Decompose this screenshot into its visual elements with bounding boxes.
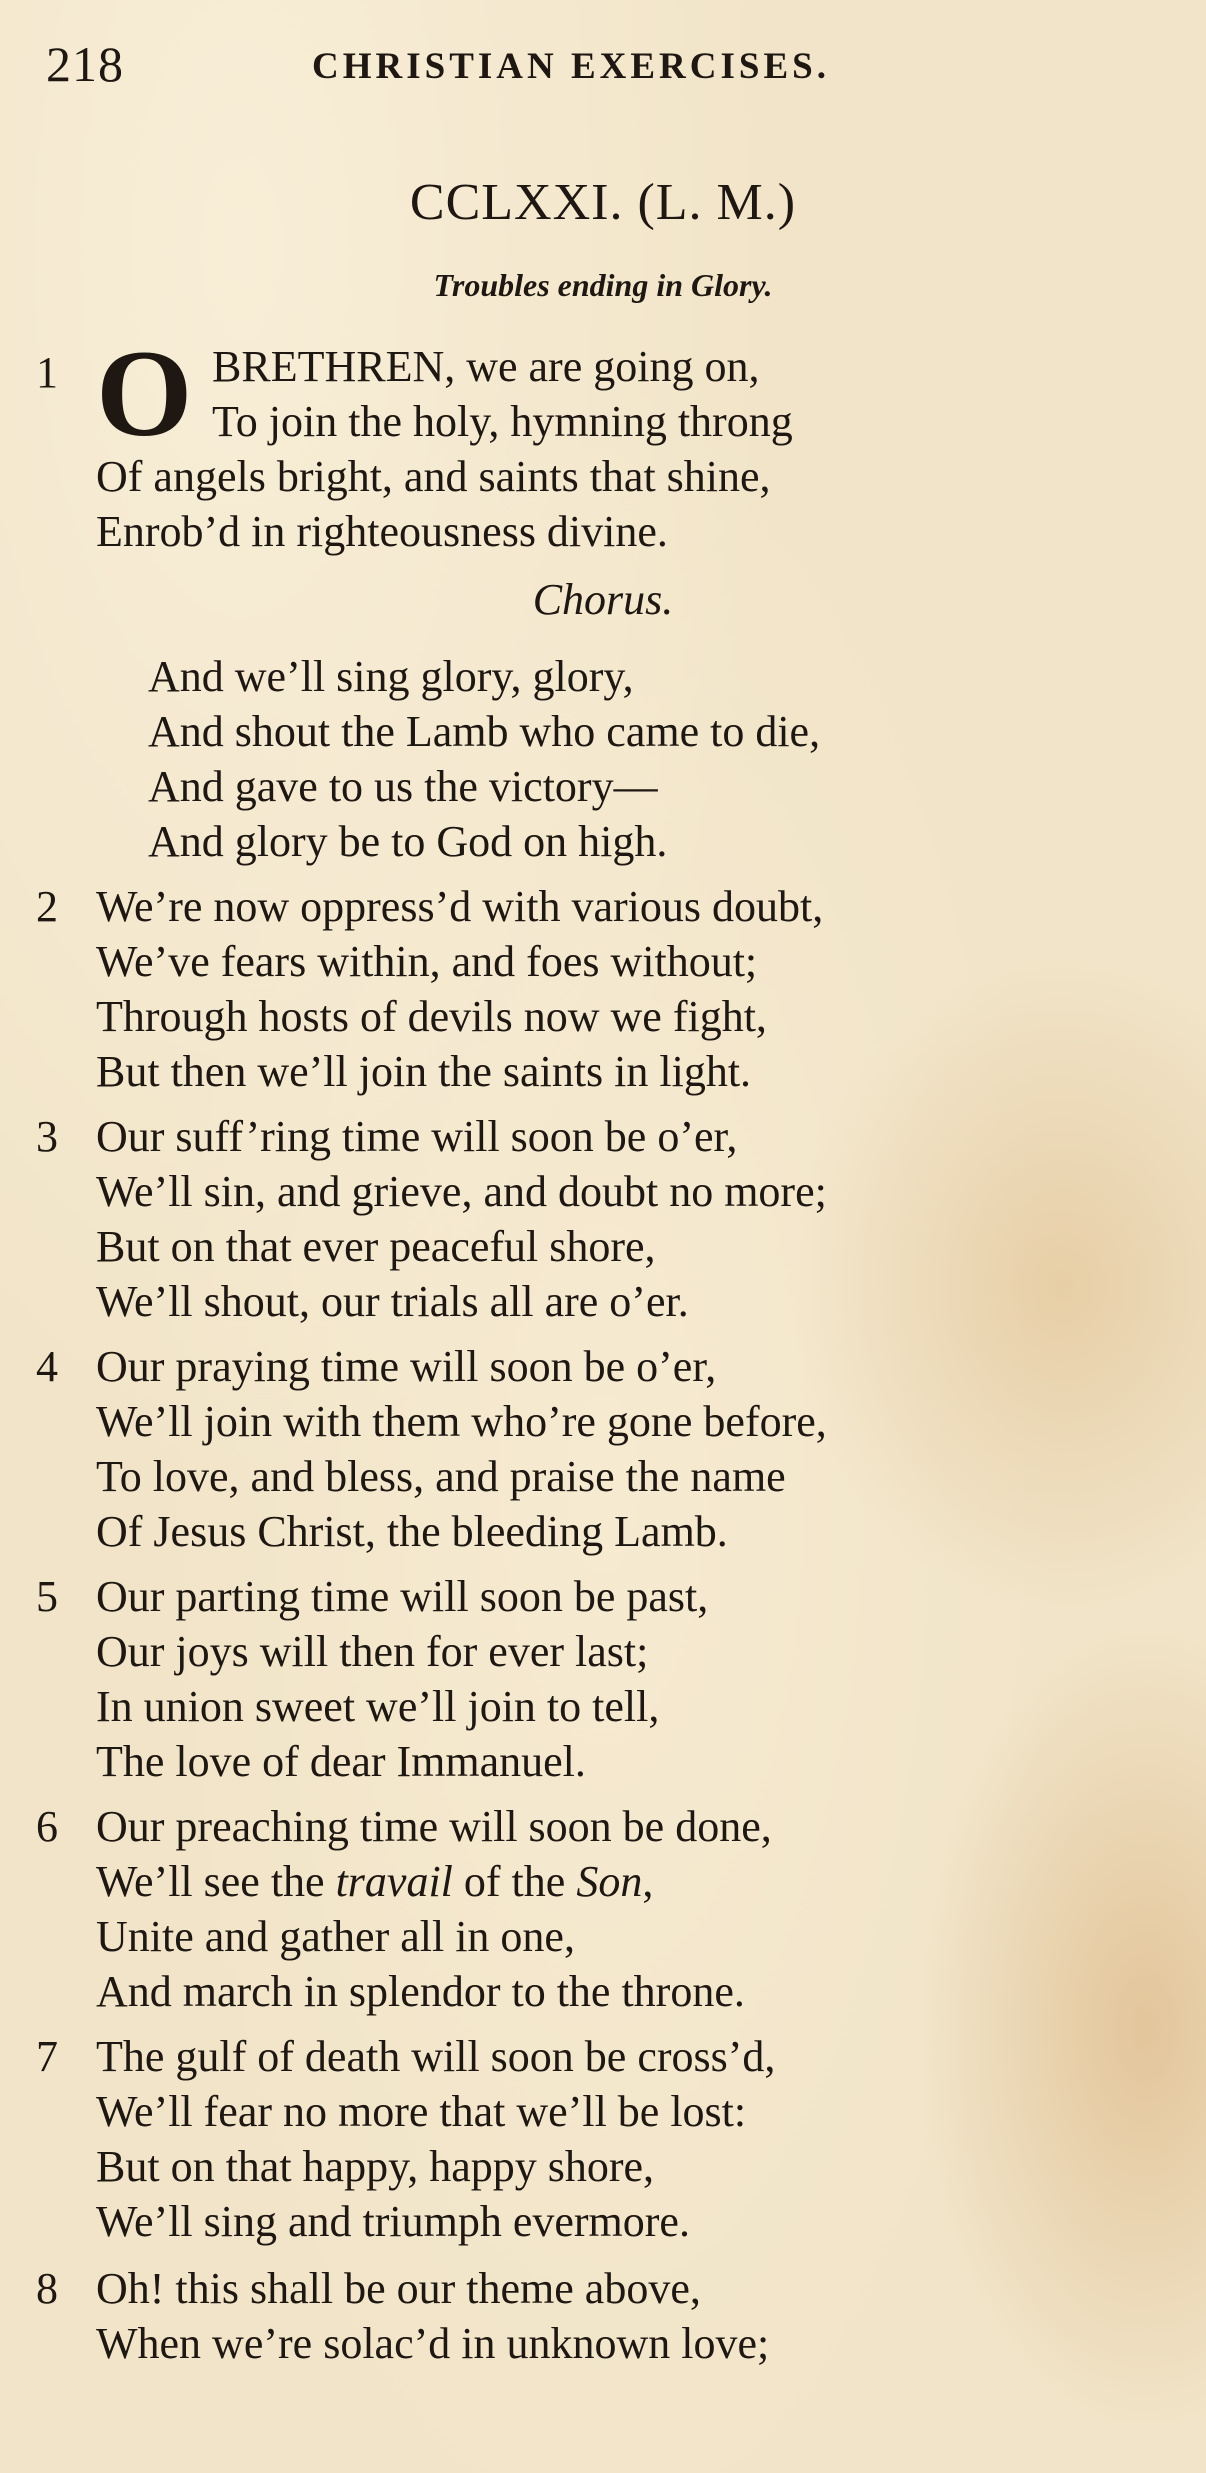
verse-line: The gulf of death will soon be cross’d, (96, 2032, 776, 2081)
chorus-line: And we’ll sing glory, glory, (148, 652, 634, 701)
running-title: CHRISTIAN EXERCISES. (312, 46, 830, 87)
hymn-subtitle: Troubles ending in Glory. (433, 267, 773, 303)
verse-line: Enrob’d in righteousness divine. (96, 507, 668, 556)
hymn-number: CCLXXI. (L. M.) (409, 174, 797, 231)
verse-number: 4 (36, 1342, 58, 1391)
verse-number: 6 (36, 1802, 58, 1851)
verse-line: We’ll fear no more that we’ll be lost: (96, 2087, 747, 2136)
verse-line: We’ve fears within, and foes without; (96, 937, 758, 986)
verse-line: We’ll sing and triumph evermore. (96, 2197, 690, 2246)
chorus-line: And glory be to God on high. (148, 817, 668, 866)
verse-line: In union sweet we’ll join to tell, (96, 1682, 660, 1731)
verse-number: 3 (36, 1112, 58, 1161)
verse-line: But on that ever peaceful shore, (96, 1222, 656, 1271)
verse-line: Our parting time will soon be past, (96, 1572, 709, 1621)
verse-line (96, 1855, 653, 1909)
verse-number: 2 (36, 882, 58, 931)
verse-line: Our preaching time will soon be done, (96, 1802, 772, 1851)
verse-number: 1 (36, 348, 58, 397)
verse-text: We’ll see the (96, 1857, 336, 1906)
chorus-label: Chorus. (532, 575, 674, 624)
italic-word: Son (576, 1857, 643, 1906)
verse-line: Our praying time will soon be o’er, (96, 1342, 717, 1391)
verse-line: Through hosts of devils now we fight, (96, 992, 767, 1041)
verse-number: 8 (36, 2264, 58, 2313)
verse-line: To love, and bless, and praise the name (96, 1452, 786, 1501)
verse-line: To join the holy, hymning throng (212, 397, 793, 446)
verse-line: And march in splendor to the throne. (96, 1967, 745, 2016)
verse-line: When we’re solac’d in unknown love; (96, 2319, 770, 2368)
verse-line: The love of dear Immanuel. (96, 1737, 586, 1786)
running-head (46, 34, 1166, 94)
verse-line: But on that happy, happy shore, (96, 2142, 655, 2191)
verse-line: Our joys will then for ever last; (96, 1627, 649, 1676)
chorus-line: And gave to us the victory— (148, 762, 658, 811)
italic-word: travail (335, 1857, 453, 1906)
verse-line: We’re now oppress’d with various doubt, (96, 882, 824, 931)
verse-line: BRETHREN, we are going on, (212, 342, 760, 391)
verse-line: Of Jesus Christ, the bleeding Lamb. (96, 1507, 728, 1556)
verse-line: Oh! this shall be our theme above, (96, 2264, 701, 2313)
verse-line: We’ll sin, and grieve, and doubt no more; (96, 1167, 827, 1216)
verse-number: 5 (36, 1572, 58, 1621)
verse-line: Unite and gather all in one, (96, 1912, 575, 1961)
drop-cap: O (96, 325, 193, 462)
verse-line: Of angels bright, and saints that shine, (96, 452, 771, 501)
chorus-line: And shout the Lamb who came to die, (148, 707, 821, 756)
verse-line: We’ll join with them who’re gone before, (96, 1397, 827, 1446)
verse-number: 7 (36, 2032, 58, 2081)
verse-line: Our suff’ring time will soon be o’er, (96, 1112, 738, 1161)
verse-text: of the (452, 1857, 577, 1906)
verse-line: But then we’ll join the saints in light. (96, 1047, 752, 1096)
page-number: 218 (46, 36, 124, 92)
verse-line: We’ll shout, our trials all are o’er. (96, 1277, 689, 1326)
verse-text: , (642, 1857, 654, 1906)
